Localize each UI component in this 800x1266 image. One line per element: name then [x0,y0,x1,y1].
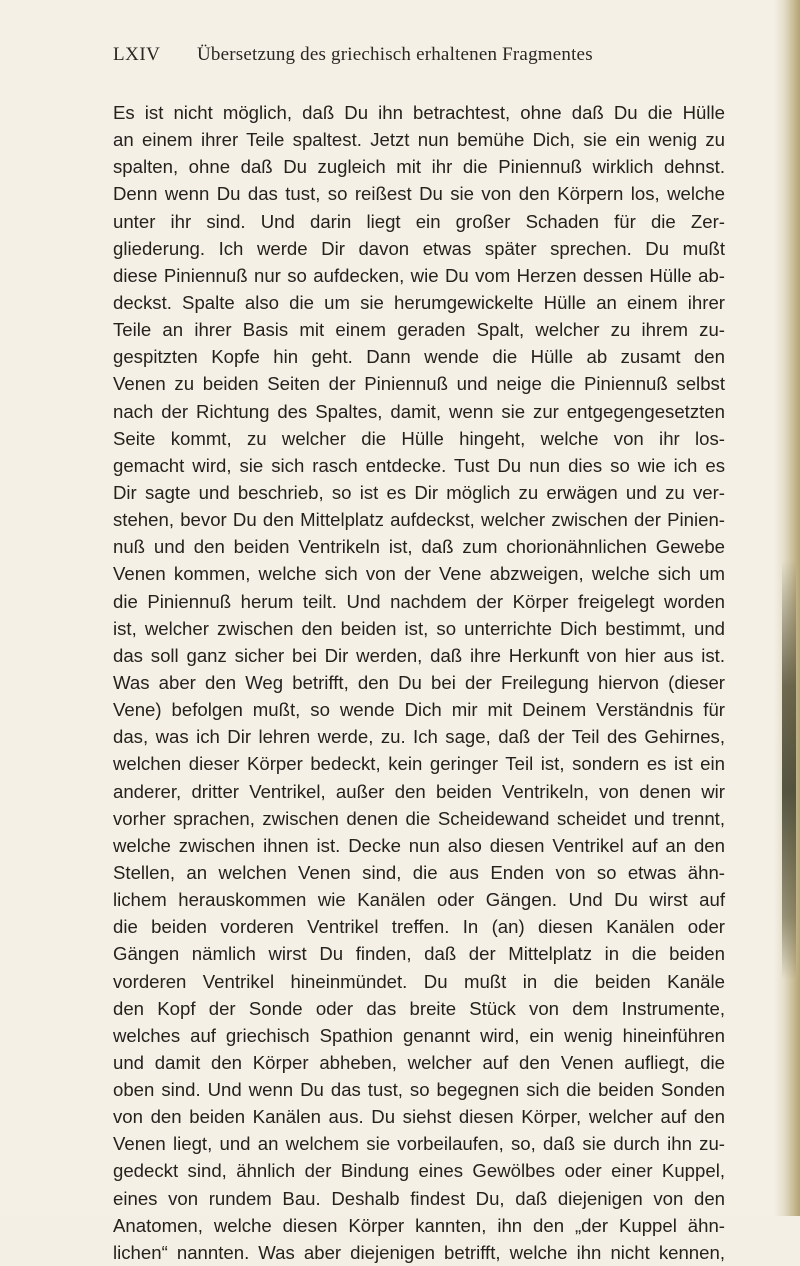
text-line: an einem ihrer Teile spaltest. Jetzt nun bemühe Dich, sie ein wenig zu [113,129,725,151]
text-line: eines von rundem Bau. Deshalb findest Du, daß diejenigen von den [113,1187,725,1209]
text-line: Venen kommen, welche sich von der Vene abzweigen, welche sich um [113,563,725,585]
text-line: nuß und den beiden Ventrikeln ist, daß zum chorionähnlichen Gewebe [113,536,725,558]
text-line: gliederung. Ich werde Dir davon etwas später sprechen. Du mußt [113,237,725,259]
text-line: das, was ich Dir lehren werde, zu. Ich sage, daß der Teil des Gehirnes, [113,726,725,748]
text-line: Gängen nämlich wirst Du finden, daß der Mittelplatz in die beiden [113,943,725,965]
text-line: deckst. Spalte also die um sie herumgewickelte Hülle an einem ihrer [113,291,725,313]
text-line: Venen liegt, und an welchem sie vorbeilaufen, so, daß sie durch ihn zu- [113,1133,725,1155]
text-line: welche zwischen ihnen ist. Decke nun also diesen Ventrikel auf an den [113,834,725,856]
text-line: das soll ganz sicher bei Dir werden, daß ihre Herkunft von hier aus ist. [113,644,725,666]
text-line: Dir sagte und beschrieb, so ist es Dir möglich zu erwägen und zu ver- [113,481,725,503]
text-line: Seite kommt, zu welcher die Hülle hingeht, welche von ihr los- [113,427,725,449]
text-line: Vene) befolgen mußt, so wende Dich mir mit Deinem Verständnis für [113,699,725,721]
text-line: diese Piniennuß nur so aufdecken, wie Du vom Herzen dessen Hülle ab- [113,264,725,286]
text-line: gemacht wird, sie sich rasch entdecke. Tust Du nun dies so wie ich es [113,454,725,476]
text-line: Anatomen, welche diesen Körper kannten, ihn den „der Kuppel ähn- [113,1214,725,1236]
text-line: die beiden vorderen Ventrikel treffen. In (an) diesen Kanälen oder [113,916,725,938]
text-line: welches auf griechisch Spathion genannt wird, ein wenig hineinführen [113,1024,725,1046]
body-text [113,99,725,1266]
running-title: Übersetzung des griechisch erhaltenen Fragmentes [197,44,593,65]
text-line: ist, welcher zwischen den beiden ist, so unterrichte Dich bestimmt, und [113,617,725,639]
text-line: die Piniennuß herum teilt. Und nachdem der Körper freigelegt worden [113,590,725,612]
text-line: Venen zu beiden Seiten der Piniennuß und neige die Piniennuß selbst [113,373,725,395]
text-line: oben sind. Und wenn Du das tust, so begegnen sich die beiden Sonden [113,1079,725,1101]
text-line: lichen“ nannten. Was aber diejenigen betrifft, welche ihn nicht kennen, [113,1241,725,1263]
page-number: LXIV [113,44,161,65]
text-line: gespitzten Kopfe hin geht. Dann wende die Hülle ab zusamt den [113,346,725,368]
text-line: gedeckt sind, ähnlich der Bindung eines Gewölbes oder einer Kuppel, [113,1160,725,1182]
text-line: Teile an ihrer Basis mit einem geraden Spalt, welcher zu ihrem zu- [113,319,725,341]
text-line: Es ist nicht möglich, daß Du ihn betrachtest, ohne daß Du die Hülle [113,102,725,123]
text-line: und damit den Körper abheben, welcher auf den Venen aufliegt, die [113,1051,725,1073]
text-line: stehen, bevor Du den Mittelplatz aufdeckst, welcher zwischen der Pinien- [113,509,725,531]
page-edge-dark [782,560,796,980]
text-line: unter ihr sind. Und darin liegt ein großer Schaden für die Zer- [113,210,725,232]
text-line: welchen dieser Körper bedeckt, kein geringer Teil ist, sondern es ist ein [113,753,725,775]
page-header [113,44,723,74]
text-line: vorderen Ventrikel hineinmündet. Du mußt in die beiden Kanäle [113,970,725,992]
text-line: den Kopf der Sonde oder das breite Stück von dem Instrumente, [113,997,725,1019]
text-line: spalten, ohne daß Du zugleich mit ihr die Piniennuß wirklich dehnst. [113,156,725,178]
text-line: von den beiden Kanälen aus. Du siehst diesen Körper, welcher auf den [113,1106,725,1128]
text-line: Denn wenn Du das tust, so reißest Du sie von den Körpern los, welche [113,183,725,205]
text-line: anderer, dritter Ventrikel, außer den beiden Ventrikeln, von denen wir [113,780,725,802]
text-line: Was aber den Weg betrifft, den Du bei der Freilegung hiervon (dieser [113,671,725,693]
text-line: vorher sprachen, zwischen denen die Scheidewand scheidet und trennt, [113,807,725,829]
text-line: nach der Richtung des Spaltes, damit, wenn sie zur entgegengesetzten [113,400,725,422]
text-line: Stellen, an welchen Venen sind, die aus Enden von so etwas ähn- [113,861,725,883]
text-line: lichem herauskommen wie Kanälen oder Gängen. Und Du wirst auf [113,889,725,911]
